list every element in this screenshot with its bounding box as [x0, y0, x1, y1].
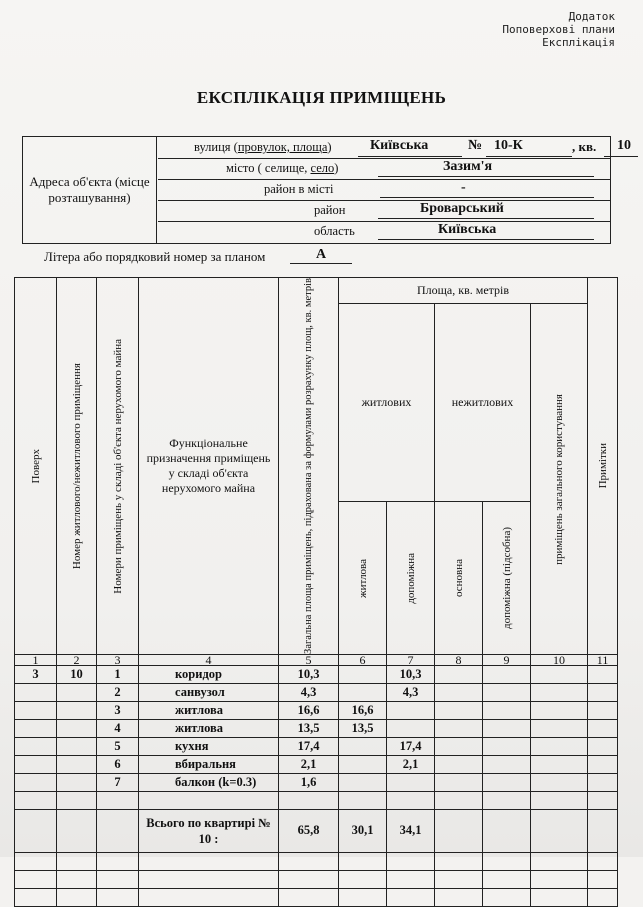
address-label: Адреса об'єкта (місце розташування) — [23, 137, 157, 243]
total-area: 65,8 — [279, 809, 339, 852]
city-label-b: село — [310, 161, 335, 175]
cell-total: 16,6 — [279, 701, 339, 719]
table-row — [15, 737, 618, 755]
cell-room-num: 3 — [97, 701, 139, 719]
cell-empty — [531, 683, 588, 701]
cell-empty — [435, 755, 483, 773]
cell-empty — [588, 701, 618, 719]
cell-empty — [483, 737, 531, 755]
header-dwelling-number-text: Номер житлового/нежитлового приміщення — [70, 362, 83, 570]
cell-floor — [15, 683, 57, 701]
header-living — [339, 502, 387, 655]
cell-apt — [57, 701, 97, 719]
col-num-10: 10 — [531, 654, 588, 665]
cell-living — [339, 755, 387, 773]
cell-apt — [57, 755, 97, 773]
cell-total: 2,1 — [279, 755, 339, 773]
cell-room-name: житлова — [139, 701, 279, 719]
cell-room-num: 4 — [97, 719, 139, 737]
cell-floor — [15, 773, 57, 791]
header-area-group — [339, 278, 588, 304]
cell-empty — [483, 683, 531, 701]
header-total-area — [279, 278, 339, 655]
cell-living — [339, 683, 387, 701]
cell-empty — [435, 719, 483, 737]
cell-apt: 10 — [57, 665, 97, 683]
header-floor-text: Поверх — [29, 448, 42, 484]
cell-aux — [387, 719, 435, 737]
table-row — [15, 773, 618, 791]
apt-underline — [604, 156, 638, 157]
cell-apt — [57, 719, 97, 737]
col-num-6: 6 — [339, 654, 387, 665]
cell-floor — [15, 755, 57, 773]
table-row-empty — [15, 791, 618, 809]
address-block — [22, 136, 631, 244]
cell-empty — [531, 737, 588, 755]
number-underline — [486, 156, 572, 157]
corner-line-1: Додаток — [568, 10, 615, 23]
col-num-4: 4 — [139, 654, 279, 665]
table-row — [15, 755, 618, 773]
cell-empty — [588, 719, 618, 737]
table-row — [15, 665, 618, 683]
city-label-c: ) — [334, 161, 339, 175]
cell-empty — [531, 719, 588, 737]
cell-empty — [435, 683, 483, 701]
cell-room-name: санвузол — [139, 683, 279, 701]
cell-apt — [57, 737, 97, 755]
col-num-5: 5 — [279, 654, 339, 665]
col-num-9: 9 — [483, 654, 531, 665]
cell-empty — [531, 773, 588, 791]
col-num-11: 11 — [588, 654, 618, 665]
cell-living — [339, 737, 387, 755]
street-label — [194, 140, 332, 155]
litera-label: Літера або порядковий номер за планом — [44, 249, 266, 264]
address-district-row — [158, 200, 610, 222]
region-underline — [378, 239, 594, 240]
header-area-group-text: Площа, кв. метрів — [417, 283, 510, 297]
cell-empty — [483, 701, 531, 719]
cell-floor — [15, 701, 57, 719]
cell-empty — [483, 719, 531, 737]
cell-empty — [588, 737, 618, 755]
cell-living — [339, 773, 387, 791]
cell-empty — [531, 755, 588, 773]
cell-empty — [435, 665, 483, 683]
total-living: 30,1 — [339, 809, 387, 852]
address-city-row — [158, 158, 610, 180]
cell-empty — [531, 665, 588, 683]
header-nonliving-group — [435, 304, 531, 502]
cell-room-name: вбиральня — [139, 755, 279, 773]
header-nonliving-group-text: нежитлових — [451, 395, 514, 410]
total-label: Всього по квартирі № 10 : — [139, 809, 279, 852]
cell-total: 1,6 — [279, 773, 339, 791]
header-notes-text: Примітки — [596, 443, 609, 489]
header-room-number-text: Номери приміщень у складі об'єкта нерухомого майна — [111, 338, 124, 594]
header-living-group-text: житлових — [361, 395, 412, 410]
cell-aux — [387, 773, 435, 791]
cell-room-num: 1 — [97, 665, 139, 683]
col-num-1: 1 — [15, 654, 57, 665]
page-title: ЕКСПЛІКАЦІЯ ПРИМІЩЕНЬ — [196, 88, 447, 107]
cell-floor — [15, 737, 57, 755]
table-row-empty — [15, 852, 618, 870]
cell-apt — [57, 773, 97, 791]
cell-empty — [483, 773, 531, 791]
cell-room-num: 5 — [97, 737, 139, 755]
cell-empty — [588, 773, 618, 791]
cell-aux: 17,4 — [387, 737, 435, 755]
apt-value: 10 — [617, 138, 631, 153]
cell-empty — [588, 665, 618, 683]
table-row — [15, 719, 618, 737]
city-district-label: район в місті — [264, 182, 334, 196]
header-living-group — [339, 304, 435, 502]
cell-room-num: 2 — [97, 683, 139, 701]
cell-aux — [387, 701, 435, 719]
cell-room-name: балкон (k=0.3) — [139, 773, 279, 791]
cell-empty — [435, 773, 483, 791]
cell-total: 4,3 — [279, 683, 339, 701]
col-num-7: 7 — [387, 654, 435, 665]
cell-room-name: коридор — [139, 665, 279, 683]
address-city-district-row — [158, 179, 610, 201]
cell-room-num: 6 — [97, 755, 139, 773]
address-street-row — [158, 137, 631, 159]
explication-table — [14, 277, 618, 907]
table-row — [15, 683, 618, 701]
cell-apt — [57, 683, 97, 701]
street-label-b: провулок, площа — [237, 140, 328, 154]
cell-floor: 3 — [15, 665, 57, 683]
table-row — [15, 701, 618, 719]
cell-aux: 10,3 — [387, 665, 435, 683]
number-value: 10-К — [494, 138, 523, 153]
cell-room-name: житлова — [139, 719, 279, 737]
district-underline — [378, 218, 594, 219]
cell-empty — [483, 665, 531, 683]
cell-floor — [15, 719, 57, 737]
district-value: Броварський — [420, 201, 504, 216]
cell-total: 17,4 — [279, 737, 339, 755]
cell-empty — [435, 737, 483, 755]
column-numbers-row — [15, 654, 618, 665]
table-row-empty — [15, 888, 618, 906]
cell-living: 16,6 — [339, 701, 387, 719]
corner-note — [502, 10, 615, 49]
cell-empty — [483, 755, 531, 773]
street-value: Київська — [370, 138, 429, 153]
apt-label: , кв. — [572, 139, 597, 154]
header-purpose — [139, 278, 279, 655]
header-main-text: основна — [452, 559, 465, 598]
col-num-3: 3 — [97, 654, 139, 665]
cell-room-name: кухня — [139, 737, 279, 755]
cell-empty — [588, 755, 618, 773]
header-floor — [15, 278, 57, 655]
cell-empty — [531, 701, 588, 719]
city-label-a: місто ( селище, — [226, 161, 311, 175]
region-value: Київська — [438, 222, 497, 237]
city-label — [226, 161, 338, 176]
cell-aux: 2,1 — [387, 755, 435, 773]
table-row-empty — [15, 870, 618, 888]
header-main — [435, 502, 483, 655]
city-district-underline — [380, 197, 594, 198]
header-living-text: житлова — [356, 558, 369, 598]
col-num-2: 2 — [57, 654, 97, 665]
total-row — [15, 809, 618, 852]
district-label: район — [314, 203, 346, 217]
city-district-value: - — [461, 180, 466, 195]
header-auxiliary-utility-text: допоміжна (підсобна) — [500, 527, 513, 630]
cell-living — [339, 665, 387, 683]
header-total-area-text: Загальна площа приміщень, підрахована за формулами розрахунку площ, кв. метрів — [302, 278, 314, 654]
number-label: № — [468, 138, 483, 153]
cell-room-num: 7 — [97, 773, 139, 791]
col-num-8: 8 — [435, 654, 483, 665]
city-value: Зазим'я — [443, 159, 493, 174]
address-region-row — [158, 221, 610, 243]
corner-line-2: Поповерхові плани — [502, 23, 615, 36]
street-label-a: вулиця ( — [194, 140, 238, 154]
header-room-number — [97, 278, 139, 655]
cell-total: 13,5 — [279, 719, 339, 737]
header-notes — [588, 278, 618, 655]
litera-value: А — [290, 247, 352, 264]
cell-empty — [435, 701, 483, 719]
region-label: область — [314, 224, 355, 238]
cell-empty — [588, 683, 618, 701]
header-auxiliary — [387, 502, 435, 655]
header-auxiliary-text: допоміжна — [404, 552, 417, 604]
header-purpose-text: Функціональне призначення приміщень у складі об'єкта нерухомого майна — [146, 435, 271, 495]
cell-total: 10,3 — [279, 665, 339, 683]
total-aux: 34,1 — [387, 809, 435, 852]
corner-line-3: Експлікація — [542, 36, 615, 49]
header-auxiliary-utility — [483, 502, 531, 655]
street-underline — [358, 156, 462, 157]
header-common-use-text: приміщень загального користування — [553, 393, 566, 565]
cell-living: 13,5 — [339, 719, 387, 737]
header-common-use — [531, 304, 588, 655]
city-underline — [378, 176, 594, 177]
street-label-c: ) — [327, 140, 332, 154]
header-dwelling-number — [57, 278, 97, 655]
cell-aux: 4,3 — [387, 683, 435, 701]
